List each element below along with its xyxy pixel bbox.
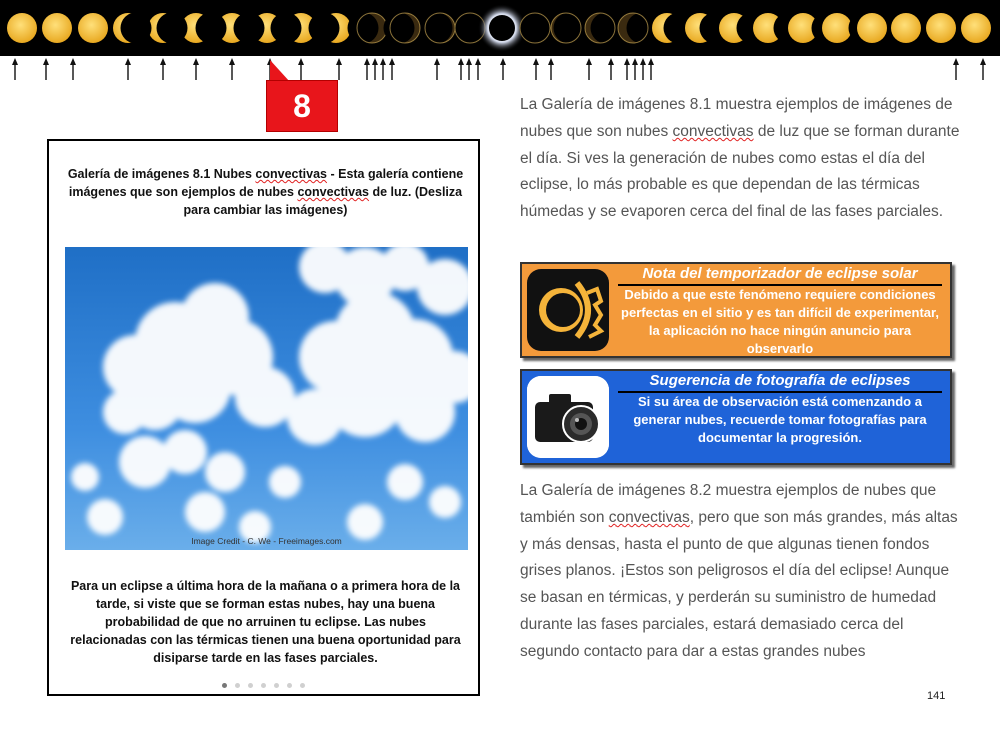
up-arrow-icon — [70, 58, 76, 80]
up-arrow-icon — [632, 58, 638, 80]
eclipse-timer-app-graphic — [527, 269, 609, 351]
up-arrow-icon — [548, 58, 554, 80]
up-arrow-icon — [624, 58, 630, 80]
callout-body: Si su área de observación está comenzando a generar nubes, recuerde tomar fotografías para documentar la progresión. — [633, 394, 927, 445]
eclipse-phase-disc — [309, 13, 352, 44]
gallery-description: Para un eclipse a última hora de la mañana o a primera hora de la tarde, si viste que se forman estas nubes, hay una buena probabilidad de que no arruinen tu eclipse. Las nubes relacionadas con las térmicas tienen una buena oportunidad para disiparse tarde en las fases parciales. — [70, 579, 461, 665]
callout-title: Sugerencia de fotografía de eclipses — [649, 372, 911, 389]
gallery-page-dot[interactable] — [222, 683, 227, 688]
caption-spellcheck-word: convectivas — [255, 167, 327, 181]
up-arrow-icon — [533, 58, 539, 80]
gallery-page-dot[interactable] — [274, 683, 279, 688]
callout-body: Debido a que este fenómeno requiere condiciones perfectas en el sitio y es tan difícil de experimentar, la aplicación no hace ningún anuncio para observarlo — [621, 287, 939, 356]
up-arrow-icon — [229, 58, 235, 80]
caption-text: - Esta galería contiene imágenes que son ejemplos de nubes — [68, 167, 464, 199]
up-arrow-icon — [586, 58, 592, 80]
eclipse-timer-app-icon — [527, 269, 609, 351]
eclipse-timer-note-callout — [520, 262, 952, 358]
eclipse-phase-disc — [422, 13, 456, 44]
camera-graphic — [527, 376, 609, 458]
gallery-page-dot[interactable] — [248, 683, 253, 688]
eclipse-phase-disc — [961, 13, 991, 43]
up-arrow-icon — [475, 58, 481, 80]
chapter-number-tab[interactable]: 8 — [266, 80, 338, 132]
contact-marker-arrows — [0, 56, 1000, 86]
gallery-page-dot[interactable] — [287, 683, 292, 688]
gallery-page-dot[interactable] — [261, 683, 266, 688]
chapter-tab-pointer — [268, 60, 292, 82]
up-arrow-icon — [500, 58, 506, 80]
eclipse-phase-disc — [926, 13, 956, 43]
paragraph-text: La Galería de imágenes 8.2 muestra ejemplos de nubes que también son — [520, 482, 937, 526]
eclipse-phase-disc — [520, 13, 551, 44]
up-arrow-icon — [640, 58, 646, 80]
paragraph-spellcheck-word: convectivas — [608, 508, 690, 526]
up-arrow-icon — [193, 58, 199, 80]
up-arrow-icon — [298, 58, 304, 80]
up-arrow-icon — [125, 58, 131, 80]
camera-icon — [527, 376, 609, 458]
image-gallery-widget[interactable] — [47, 139, 480, 696]
eclipse-phase-disc — [384, 13, 421, 44]
eclipse-phase-disc — [618, 13, 658, 44]
up-arrow-icon — [372, 58, 378, 80]
gallery-page-dot[interactable] — [235, 683, 240, 688]
up-arrow-icon — [434, 58, 440, 80]
up-arrow-icon — [336, 58, 342, 80]
up-arrow-icon — [160, 58, 166, 80]
gallery-page-dot[interactable] — [300, 683, 305, 688]
paragraph-text: La Galería de imágenes 8.1 muestra ejemplos de imágenes de nubes que son nubes — [520, 96, 953, 140]
clouds-sky-image — [65, 247, 468, 550]
image-credit: Image Credit - C. We - Freeimages.com — [191, 536, 342, 546]
up-arrow-icon — [380, 58, 386, 80]
paragraph-text: , pero que son más grandes, más altas y más densas, hasta el punto de que algunas tienen fondos grises planos. ¡Estos son peligrosos el día del eclipse! Aunque se basan en térmicas, y perderán su suministro de humedad durante las fases parciales, estará demasiado cerca del segundo contacto para dar a estas grandes nubes — [520, 508, 958, 660]
eclipse-phase-disc — [42, 13, 72, 43]
up-arrow-icon — [466, 58, 472, 80]
gallery-image-cumulus-clouds[interactable] — [65, 247, 468, 550]
page-number: 141 — [927, 690, 946, 702]
up-arrow-icon — [648, 58, 654, 80]
up-arrow-icon — [980, 58, 986, 80]
eclipse-phase-disc — [7, 13, 37, 43]
eclipse-sequence-banner — [0, 0, 1000, 56]
paragraph-text: de luz que se forman durante el día. Si ves la generación de nubes como estas el día del eclipse, lo más probable es que dependan de las térmicas húmedas y se evaporen cerca del final de las fases parciales. — [520, 122, 960, 221]
eclipse-phases-graphic — [0, 0, 1000, 56]
body-paragraph-1 — [520, 92, 960, 226]
up-arrow-icon — [43, 58, 49, 80]
caption-spellcheck-word: convectivas — [297, 185, 370, 199]
up-arrow-icon — [389, 58, 395, 80]
up-arrow-icon — [458, 58, 464, 80]
eclipse-photo-tip-callout — [520, 369, 952, 465]
eclipse-phase-disc — [551, 13, 585, 44]
body-paragraph-2 — [520, 478, 960, 666]
caption-text: Galería de imágenes 8.1 Nubes — [67, 167, 256, 181]
caption-text: de luz. (Desliza para cambiar las imágenes) — [183, 185, 463, 217]
eclipse-phase-disc — [478, 4, 526, 52]
eclipse-phase-disc — [348, 13, 388, 44]
eclipse-phase-disc — [585, 13, 622, 44]
eclipse-phase-disc — [891, 13, 921, 43]
up-arrow-icon — [364, 58, 370, 80]
up-arrow-icon — [953, 58, 959, 80]
callout-title: Nota del temporizador de eclipse solar — [642, 265, 918, 282]
gallery-page-indicator[interactable] — [49, 675, 478, 683]
eclipse-phase-disc — [857, 13, 887, 43]
gallery-caption — [67, 165, 464, 219]
up-arrow-icon — [12, 58, 18, 80]
up-arrow-icon — [608, 58, 614, 80]
eclipse-phase-disc — [78, 13, 108, 43]
paragraph-spellcheck-word: convectivas — [672, 122, 754, 140]
